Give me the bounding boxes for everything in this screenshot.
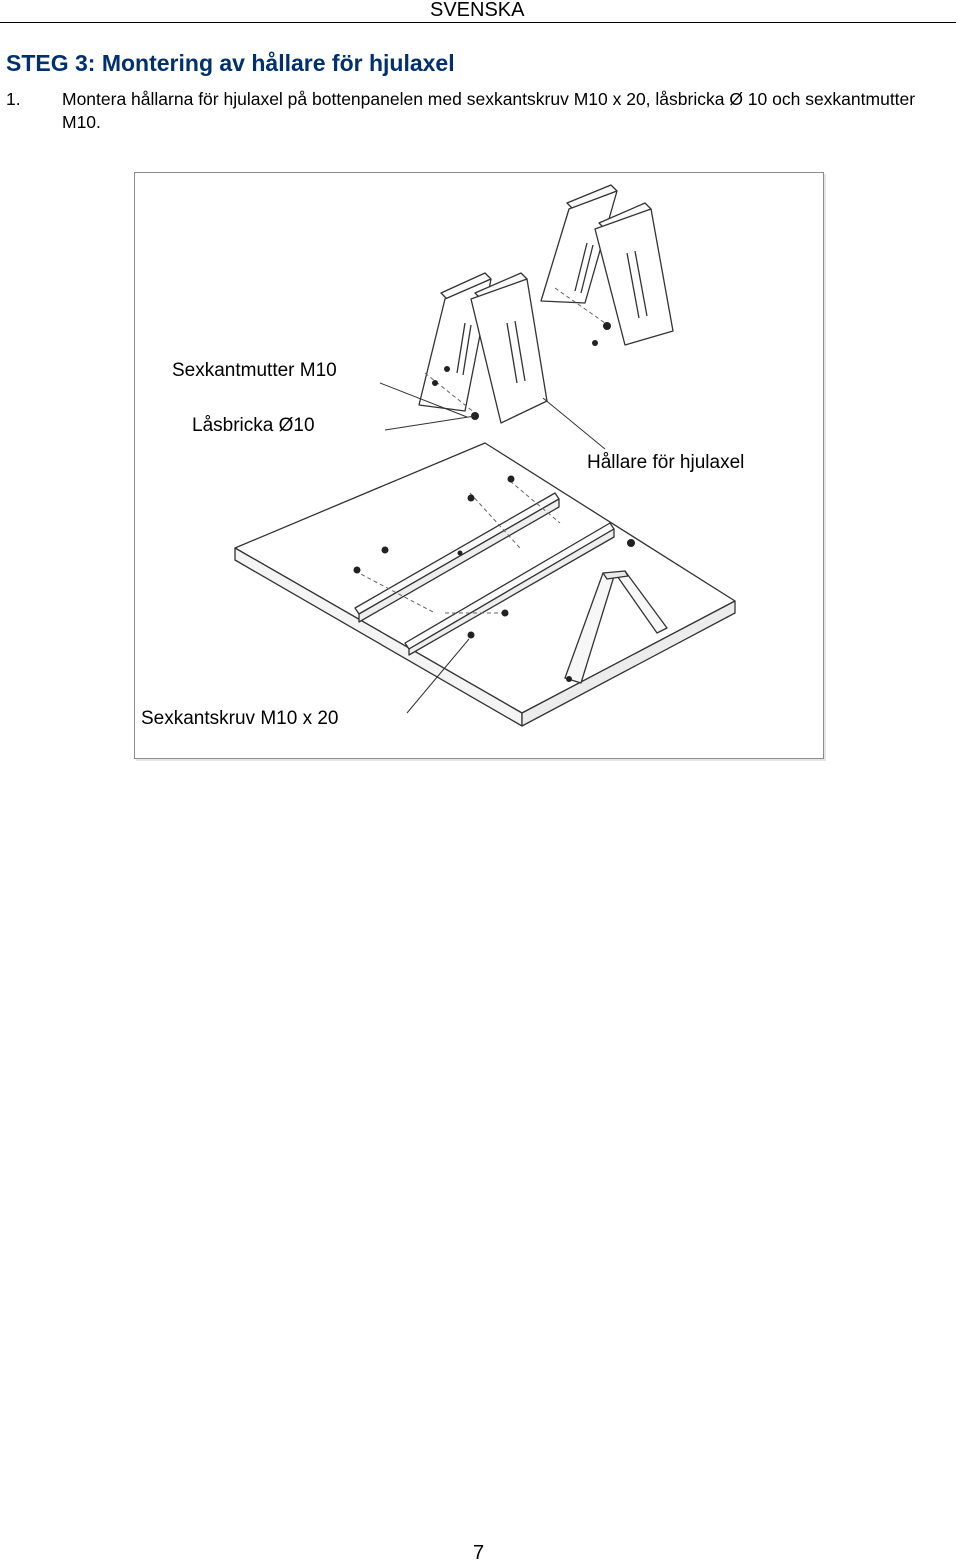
step-title: STEG 3: Montering av hållare för hjulaxel	[6, 50, 455, 76]
assembly-figure	[134, 172, 824, 759]
holder-left-pair	[419, 273, 547, 423]
header-language: SVENSKA	[430, 0, 525, 21]
instruction-text: Montera hållarna för hjulaxel på bottenpanelen med sexkantskruv M10 x 20, låsbricka Ø 10 och sexkantmutter M10.	[62, 89, 916, 132]
callout-holder: Hållare för hjulaxel	[587, 452, 745, 473]
instruction-number: 1.	[6, 89, 21, 109]
header-rule	[0, 22, 956, 23]
page-number: 7	[473, 1542, 485, 1564]
bottom-panel	[235, 443, 735, 726]
callout-washer: Låsbricka Ø10	[192, 415, 315, 436]
callout-nut: Sexkantmutter M10	[172, 360, 337, 381]
holder-right-pair	[541, 185, 673, 345]
callout-screw: Sexkantskruv M10 x 20	[141, 708, 339, 729]
